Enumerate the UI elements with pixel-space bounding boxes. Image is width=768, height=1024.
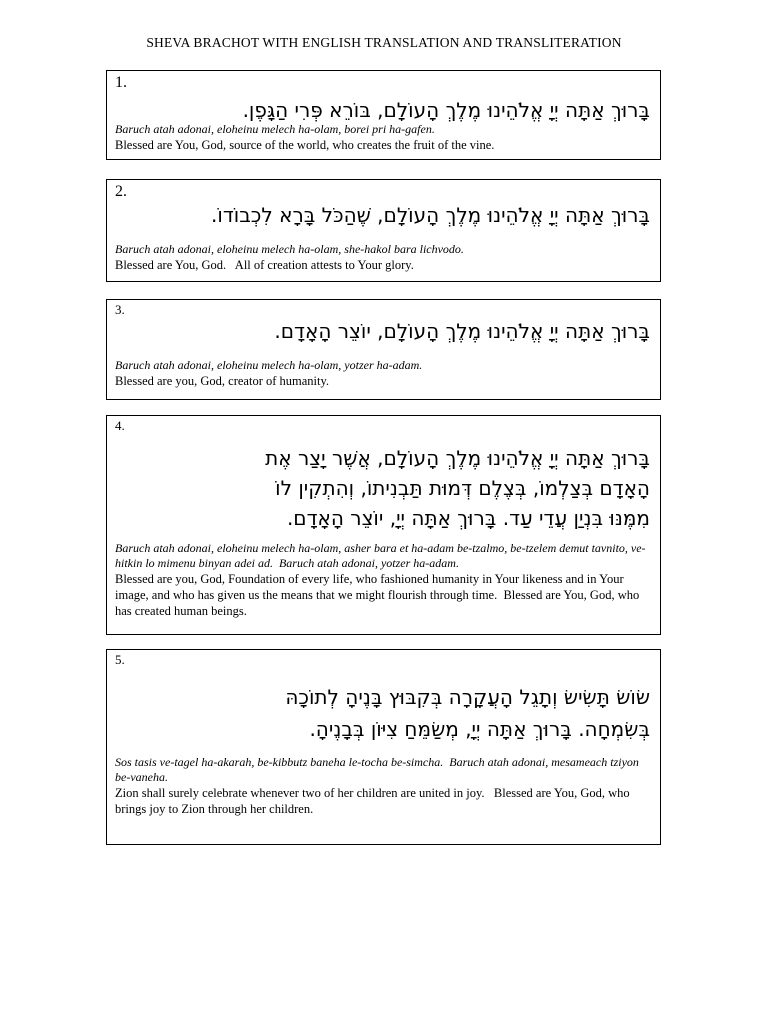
hebrew-line: מִמֶּנּוּ בִּנְיַן עֲדֵי עַד. בָּרוּךְ אַתָּה יְיָ, יוֹצֵר הָאָדָם. — [286, 506, 650, 530]
blessing-box-5 — [106, 649, 661, 845]
transliteration: Sos tasis ve-tagel ha-akarah, be-kibbutz baneha le-tocha be-simcha. Baruch atah adonai, mesameach tziyon be-vaneha. — [115, 755, 642, 784]
blessing-number: 1. — [115, 74, 127, 91]
hebrew-text — [115, 681, 652, 745]
hebrew-line: הָאָדָם בְּצַלְמוֹ, בְּצֶלֶם דְּמוּת תַּבְנִיתוֹ, וְהִתְקִין לוֹ — [275, 476, 650, 500]
page-title: SHEVA BRACHOT WITH ENGLISH TRANSLATION AND TRANSLITERATION — [146, 35, 622, 50]
english-translation: Blessed are You, God. All of creation attests to Your glory. — [115, 258, 414, 272]
english-translation: Blessed are You, God, source of the world, who creates the fruit of the vine. — [115, 138, 495, 152]
blessing-box-1 — [106, 70, 661, 160]
transliteration: Baruch atah adonai, eloheinu melech ha-olam, asher bara et ha-adam be-tzalmo, be-tzelem demut tavnito, ve-hitkin lo mimenu binyan adei ad. Baruch atah adonai, yotzer ha-adam. — [115, 541, 646, 570]
transliteration: Baruch atah adonai, eloheinu melech ha-olam, she-hakol bara lichvodo. — [115, 242, 464, 256]
transliteration: Baruch atah adonai, eloheinu melech ha-olam, yotzer ha-adam. — [115, 358, 423, 372]
hebrew-text — [115, 443, 652, 533]
english-translation: Blessed are you, God, creator of humanity. — [115, 374, 330, 388]
hebrew-line: בָּרוּךְ אַתָּה יְיָ אֱלֹהֵינוּ מֶלֶךְ הָעוֹלָם, אֲשֶׁר יָצַר אֶת — [265, 446, 650, 470]
hebrew-line: בְּשִׂמְחָה. בָּרוּךְ אַתָּה יְיָ, מְשַׂמֵּחַ צִיּוֹן בְּבָנֶיהָ. — [309, 717, 650, 741]
blessing-box-2 — [106, 179, 661, 282]
hebrew-line: בָּרוּךְ אַתָּה יְיָ אֱלֹהֵינוּ מֶלֶךְ הָעוֹלָם, יוֹצֵר הָאָדָם. — [274, 319, 650, 343]
transliteration: Baruch atah adonai, eloheinu melech ha-olam, borei pri ha-gafen. — [115, 122, 435, 136]
blessing-number: 3. — [115, 302, 125, 317]
blessing-number: 4. — [115, 418, 125, 433]
blessing-number: 2. — [115, 183, 127, 200]
hebrew-line: שׂוֹשׂ תָּשִׂישׂ וְתָגֵל הָעֲקָרָה בְּקִבּוּץ בָּנֶיהָ לְתוֹכָהּ — [285, 685, 650, 709]
hebrew-line: בָּרוּךְ אַתָּה יְיָ אֱלֹהֵינוּ מֶלֶךְ הָעוֹלָם, שֶׁהַכֹּל בָּרָא לִכְבוֹדוֹ. — [211, 203, 650, 227]
blessing-number: 5. — [115, 652, 125, 667]
hebrew-line: בָּרוּךְ אַתָּה יְיָ אֱלֹהֵינוּ מֶלֶךְ הָעוֹלָם, בּוֹרֵא פְּרִי הַגָּפֶן. — [242, 98, 650, 122]
english-translation: Zion shall surely celebrate whenever two of her children are united in joy. Blessed are You, God, who brings joy to Zion through her children. — [115, 786, 633, 816]
hebrew-text — [115, 96, 652, 125]
english-translation: Blessed are you, God, Foundation of every life, who fashioned humanity in Your likeness and in Your image, and who has given us the means that we might flourish through time. Blessed are You, God, who has created human beings. — [115, 572, 643, 618]
blessing-box-3 — [106, 299, 661, 400]
hebrew-text — [115, 201, 652, 230]
blessing-box-4 — [106, 415, 661, 635]
hebrew-text — [115, 317, 652, 346]
